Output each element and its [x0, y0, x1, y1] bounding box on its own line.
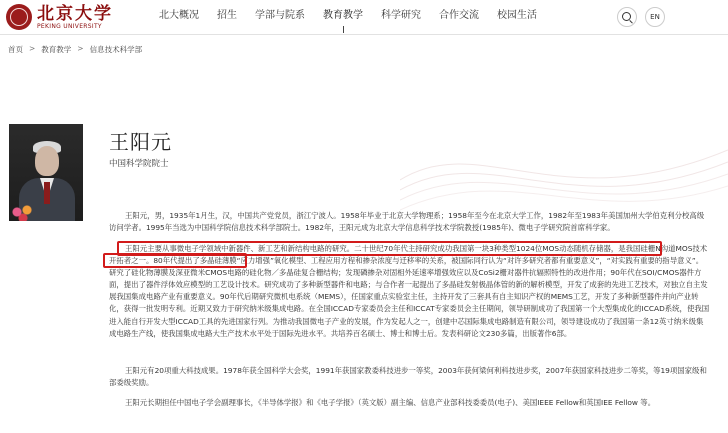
breadcrumb-current[interactable]: 信息技术科学部	[89, 45, 143, 54]
photo-face	[35, 146, 59, 176]
nav-item-admissions[interactable]: 招生	[217, 10, 237, 21]
photo-tie	[44, 182, 50, 204]
bio-paragraph-awards: 王阳元有20项重大科技成果。1978年获全国科学大会奖，1991年获国家教委科技进步一等奖，2003年获何梁何利科技进步奖，2007年获国家科技进步二等奖，等19项国家级和部委级奖励。	[109, 366, 707, 388]
bio-research-highlight-text: 王阳元主要从事微电子学领域中新器件、新工艺和新结构电路的研究。二十世纪70年代主持研究成功我国第一块3种类型1024位MOS动态随机存储器，是我国硅栅N沟道MOS技术开拓者之一。	[109, 244, 708, 266]
bio-research-rest-text: 80年代提出了多晶硅薄膜“应力增强”氧化模型、工程应用方程和掺杂浓度与迁移率的关系，被国际同行认为“对许多研究者都有重要意义”，“对实践有重要的指导意义”。研究了硅化物薄膜及深亚微米CMOS电路的硅化物／多晶硅复合栅结构；发现磷掺杂对固相外延速率增强效应以及CoSi2栅对器件抗辐照特性的改进作用；90年代在SOI/CMOS器件方面，提出了器件浮体效应模型的工艺设计技术。研究成功了多种新型器件和电路；与合作者一起提出了多晶硅发射极晶体管的新的解析模型，开发了成套的先进工艺技术，对独立自主发展我国集成电路产业有重要意义。90年代后期研究微机电系统（MEMS），任国家重点实验室主任，主持开发了三套具有自主知识产权的MEMS工艺，开发了多种新型器件并向产业转化，获得一批发明专利。近期又致力于研究纳米级集成电路。在全国ICCAD专家委员会主任和ICCAT专家委员会主任期间，领导研制成功了我国第一个大型集成化的ICCAD系统，使我国进入能自行开发大型ICCAD工具的先进国家行列。为推动我国微电子产业的发展，作为发起人之一，创建中芯国际集成电路制造有限公司，领导建设成功了我国第一条12英寸纳米级集成电路生产线，使我国集成电路大生产技术水平处于国际先进水平。共培养百名硕士、博士和博士后。发表科研论文230多篇，出版著作6部。	[109, 256, 710, 338]
nav-item-overview[interactable]: 北大概况	[159, 10, 199, 21]
highlight-box-line2	[103, 253, 247, 268]
nav-item-campus-life[interactable]: 校园生活	[497, 10, 537, 21]
main-nav	[150, 0, 546, 34]
bio-paragraph-intro: 王阳元，男，1935年1月生，汉，中国共产党党员，浙江宁波人。1958年毕业于北京大学物理系；1958年至今在北京大学工作，1982年至1983年美国加州大学伯克利分校高级访问学者。1995年当选为中国科学院信息技术科学部院士。1982年，王阳元成为北京大学信息科学技术学院教授(1985年)、微电子学研究院首席科学家。	[109, 211, 705, 233]
language-switch-button[interactable]: EN	[645, 7, 665, 27]
nav-item-research[interactable]: 科学研究	[381, 10, 421, 21]
breadcrumb	[8, 44, 142, 55]
breadcrumb-separator-icon: >	[29, 44, 36, 53]
bio-paragraph-positions: 王阳元长期担任中国电子学会副理事长，《半导体学报》和《电子学报》（英文版）副主编、信息产业部科技委委员(电子)、美国IEEE Fellow和英国IEE Fellow 等。	[125, 398, 656, 407]
nav-item-schools[interactable]: 学部与院系	[255, 10, 305, 21]
breadcrumb-separator-icon: >	[77, 44, 84, 53]
breadcrumb-home[interactable]: 首页	[8, 45, 23, 54]
nav-item-education[interactable]: 教育教学	[314, 0, 372, 34]
decorative-wave-background	[400, 110, 728, 220]
logo-text	[37, 5, 113, 30]
profile-name: 王阳元	[109, 130, 172, 154]
profile-photo	[9, 124, 83, 221]
search-button[interactable]	[617, 7, 637, 27]
site-header	[0, 0, 728, 35]
nav-item-cooperation[interactable]: 合作交流	[439, 10, 479, 21]
university-logo[interactable]	[6, 3, 113, 31]
logo-english: PEKING UNIVERSITY	[37, 22, 102, 30]
breadcrumb-education[interactable]: 教育教学	[41, 45, 72, 54]
search-icon-handle	[629, 20, 633, 24]
logo-chinese: 北京大学	[37, 3, 113, 24]
university-seal-icon	[6, 4, 32, 30]
photo-flowers	[9, 202, 35, 221]
profile-title: 中国科学院院士	[109, 159, 169, 169]
